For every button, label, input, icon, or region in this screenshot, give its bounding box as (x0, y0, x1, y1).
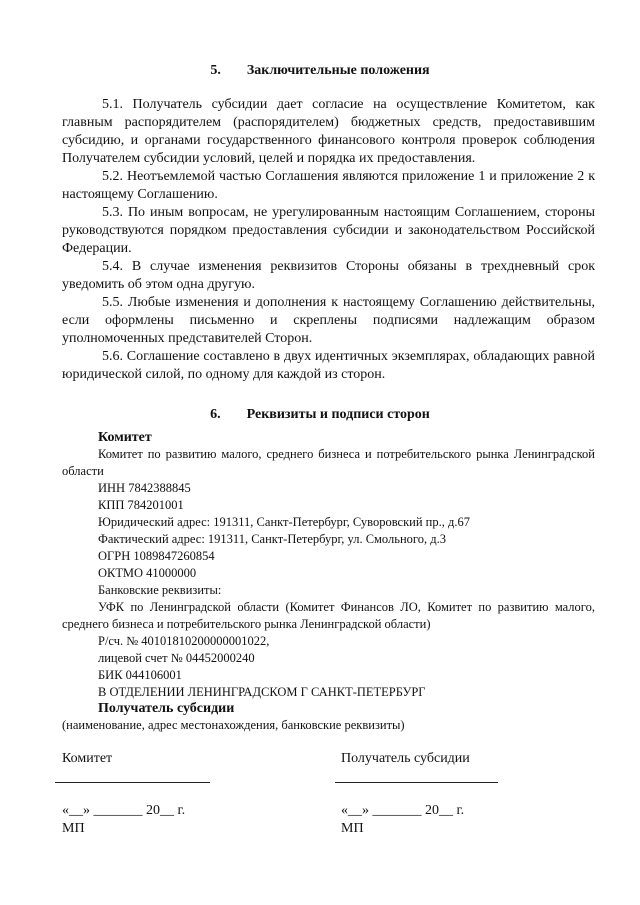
recipient-title: Получатель субсидии (98, 701, 235, 716)
legal-address: Юридический адрес: 191311, Санкт-Петербург, Суворовский пр., д.67 (98, 515, 470, 529)
personal-account: лицевой счет № 04452000240 (98, 651, 255, 665)
committee-title: Комитет (98, 430, 152, 445)
signature-right-date: «__» _______ 20__ г. (341, 803, 465, 818)
paragraph-5-3: 5.3. По иным вопросам, не урегулированным настоящим Соглашением, стороны руководствуются порядком предоставления субсидии и законодательством Российской Федерации. (62, 205, 595, 256)
paragraph-5-2: 5.2. Неотъемлемой частью Соглашения являются приложение 1 и приложение 2 к настоящему Соглашению. (62, 169, 595, 202)
kpp: КПП 784201001 (98, 498, 184, 512)
section-5-body (62, 96, 595, 384)
paragraph-5-4: 5.4. В случае изменения реквизитов Стороны обязаны в трехдневный срок уведомить об этом одна другую. (62, 259, 595, 292)
bank-name: В ОТДЕЛЕНИИ ЛЕНИНГРАДСКОМ Г САНКТ-ПЕТЕРБУРГ (98, 685, 426, 699)
section-6-heading (0, 406, 640, 424)
section-6-number: 6. (210, 407, 221, 422)
signature-left-line (55, 782, 210, 783)
settlement-account: Р/сч. № 40101810200000001022, (98, 634, 270, 648)
inn: ИНН 7842388845 (98, 481, 191, 495)
signature-left-stamp: МП (62, 821, 85, 836)
signature-left-label: Комитет (62, 751, 113, 766)
section-5-title: Заключительные положения (246, 63, 430, 78)
bank-details-label: Банковские реквизиты: (98, 583, 222, 597)
ufk: УФК по Ленинградской области (Комитет Финансов ЛО, Комитет по развитию малого, среднего бизнеса и потребительского рынка Ленинградской области) (62, 600, 595, 631)
paragraph-5-6: 5.6. Соглашение составлено в двух идентичных экземплярах, обладающих равной юридической силой, по одному для каждой из сторон. (62, 349, 595, 382)
section-6-title: Реквизиты и подписи сторон (246, 407, 430, 422)
actual-address: Фактический адрес: 191311, Санкт-Петербург, ул. Смольного, д.3 (98, 532, 446, 546)
signature-right-line (335, 782, 498, 783)
section-5-number: 5. (210, 63, 221, 78)
paragraph-5-5: 5.5. Любые изменения и дополнения к настоящему Соглашению действительны, если оформлены письменно и скреплены подписями надлежащим образом уполномоченных представителей Сторон. (62, 295, 595, 346)
signature-right-label: Получатель субсидии (341, 751, 470, 766)
committee-name: Комитет по развитию малого, среднего бизнеса и потребительского рынка Ленинградской области (62, 447, 595, 478)
section-5-heading (0, 62, 640, 80)
signature-left-date: «__» _______ 20__ г. (62, 803, 186, 818)
oktmo: ОКТМО 41000000 (98, 566, 197, 580)
bik: БИК 044106001 (98, 668, 182, 682)
recipient-note: (наименование, адрес местонахождения, банковские реквизиты) (62, 718, 405, 732)
paragraph-5-1: 5.1. Получатель субсидии дает согласие на осуществление Комитетом, как главным распорядителем (распорядителем) бюджетных средств, предоставившим субсидию, и органами государственного финансового контроля проверок соблюдения Получателем субсидии условий, целей и порядка их предоставления. (62, 97, 595, 166)
requisites-block (62, 430, 595, 734)
ogrn: ОГРН 1089847260854 (98, 549, 215, 563)
signature-right-stamp: МП (341, 821, 364, 836)
